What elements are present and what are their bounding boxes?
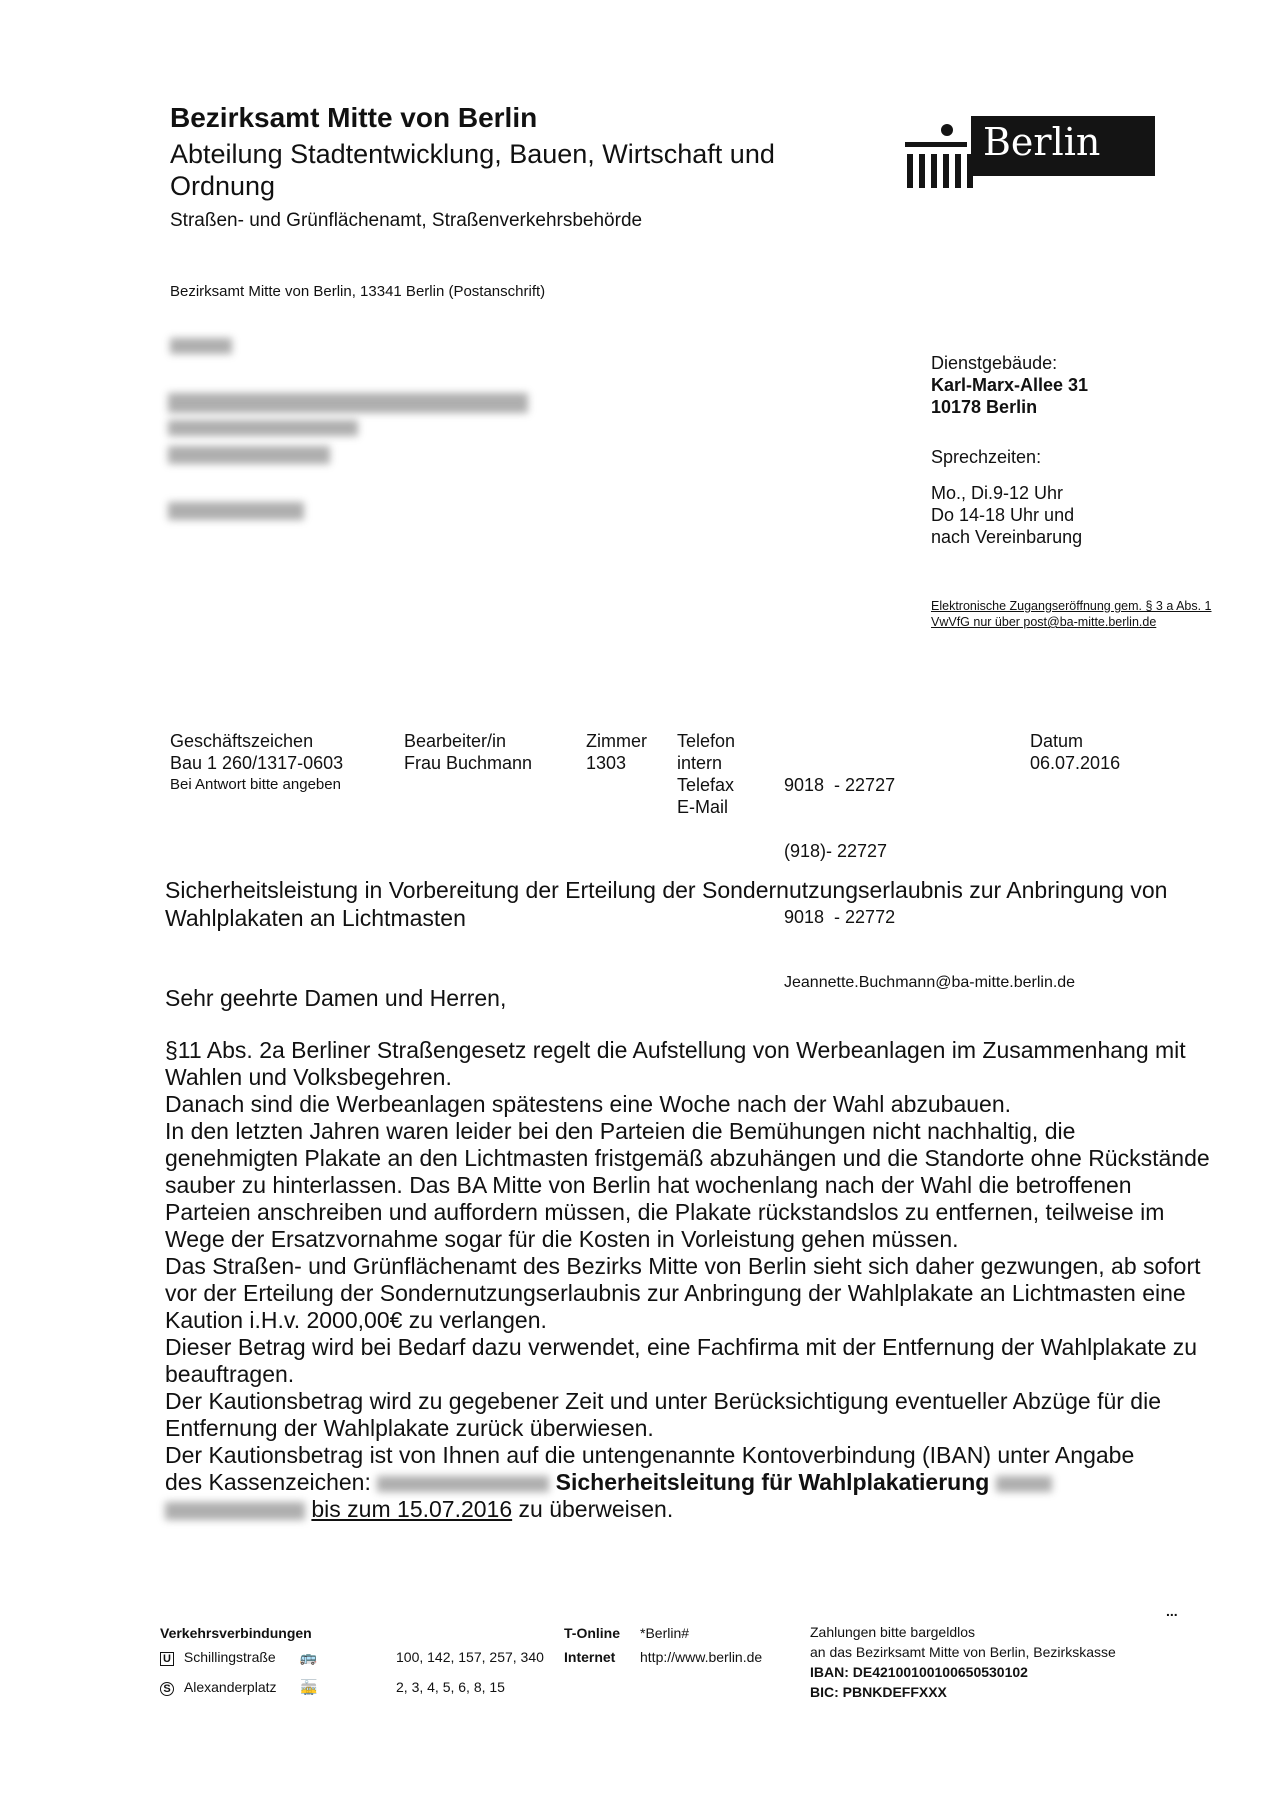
tonline-value: *Berlin# [640,1625,690,1641]
redacted-recipient [168,502,304,520]
berlin-logo [905,114,1155,196]
redacted-cash-reference [377,1476,549,1492]
redacted-party [996,1476,1052,1492]
building-street: Karl-Marx-Allee 31 [931,375,1089,395]
office-info [931,352,1088,548]
redacted-recipient [168,420,358,436]
iban: IBAN: DE42100100100650530102 [810,1664,1028,1680]
sender-line: Bezirksamt Mitte von Berlin, 13341 Berlin (Postanschrift) [170,283,546,300]
logo-text: Berlin [983,120,1101,164]
redacted-recipient [168,393,528,413]
redacted-party [165,1502,305,1520]
transport-title: Verkehrsverbindungen [160,1625,312,1641]
hours-line: Mo., Di.9-12 Uhr [931,483,1064,503]
intern-label: intern [677,753,723,773]
body-paragraph: Der Kautionsbetrag ist von Ihnen auf die untengenannte Kontoverbindung (IBAN) unter Angabe [165,1442,1135,1468]
hours-label: Sprechzeiten: [931,447,1042,467]
transit-stop: Schillingstraße [183,1649,276,1665]
hours-line: nach Vereinbarung [931,527,1083,547]
u-bahn-icon: U [160,1652,174,1666]
body-paragraph [165,1469,1210,1496]
redacted-recipient [168,446,330,464]
payment-note: Zahlungen bitte bargeldlos [810,1624,976,1640]
org-name: Bezirksamt Mitte von Berlin [170,102,538,133]
body-paragraph [165,1496,1210,1523]
department-name: Abteilung Stadtentwicklung, Bauen, Wirtschaft und Ordnung [170,139,775,201]
body-paragraph: Dieser Betrag wird bei Bedarf dazu verwendet, eine Fachfirma mit der Entfernung der Wahlplakate zu beauftragen. [165,1334,1198,1387]
body-paragraph: Das Straßen- und Grünflächenamt des Bezirks Mitte von Berlin sieht sich daher gezwungen, ab sofort vor der Erteilung der Sondernutzungserlaubnis zur Anbringung der Wahlplakate an Lichtmasten eine Kaution i.H.v. 2000,00€ zu verlangen. [165,1253,1201,1333]
phone-label: Telefon [677,731,736,751]
tram-lines: 2, 3, 4, 5, 6, 8, 15 [396,1679,505,1695]
reference-note: Bei Antwort bitte angeben [170,776,341,793]
bic: BIC: PBNKDEFFXXX [810,1684,947,1700]
body-paragraph: Danach sind die Werbeanlagen spätestens eine Woche nach der Wahl abzubauen. [165,1091,1012,1117]
fax-label: Telefax [677,775,735,795]
bus-lines: 100, 142, 157, 257, 340 [396,1649,544,1665]
room-label: Zimmer [586,731,647,751]
tram-icon: 🚋 [300,1679,318,1695]
date-value: 06.07.2016 [1030,753,1121,773]
intern-value: (918)- 22727 [784,841,888,861]
phone-value: 9018 - 22727 [784,775,896,795]
building-label: Dienstgebäude: [931,353,1058,373]
reference-value: Bau 1 260/1317-0603 [170,753,344,773]
building-city: 10178 Berlin [931,397,1038,417]
payment-recipient: an das Bezirksamt Mitte von Berlin, Bezirkskasse [810,1644,1116,1660]
cash-reference-label: des Kassenzeichen: [165,1469,371,1495]
bus-icon: 🚌 [299,1649,318,1665]
salutation: Sehr geehrte Damen und Herren, [165,985,507,1011]
body-paragraph: Der Kautionsbetrag wird zu gegebener Zeit und unter Berücksichtigung eventueller Abzüge für die Entfernung der Wahlplakate zurück überwiesen. [165,1388,1161,1441]
s-bahn-icon: S [160,1682,174,1696]
electronic-access-notice: Elektronische Zugangseröffnung gem. § 3 a Abs. 1 VwVfG nur über post@ba-mitte.berlin.de [931,599,1212,629]
payment-purpose: Sicherheitsleitung für Wahlplakatierung [555,1469,990,1495]
email-label: E-Mail [677,797,729,817]
tonline-label: T-Online [564,1625,620,1641]
redacted-recipient [170,338,232,354]
date-label: Datum [1030,731,1084,751]
fax-value: 9018 - 22772 [784,907,896,927]
subject-line: Sicherheitsleistung in Vorbereitung der Erteilung der Sondernutzungserlaubnis zur Anbringung von Wahlplakaten an Lichtmasten [165,877,1168,931]
room-value: 1303 [586,753,627,773]
clerk-value: Frau Buchmann [404,753,533,773]
letter-body [165,1037,1210,1523]
hours-line: Do 14-18 Uhr und [931,505,1075,525]
reference-label: Geschäftszeichen [170,731,314,751]
internet-label: Internet [564,1649,616,1665]
body-paragraph: §11 Abs. 2a Berliner Straßengesetz regelt die Aufstellung von Werbeanlagen im Zusammenhang mit Wahlen und Volksbegehren. [165,1037,1186,1090]
payment-instruction: zu überweisen. [518,1496,674,1522]
body-paragraph: In den letzten Jahren waren leider bei den Parteien die Bemühungen nicht nachhaltig, die genehmigten Plakate an den Lichtmasten fristgemäß abzuhängen und die Standorte ohne Rückstände sauber zu hinterlassen. Das BA Mitte von Berlin hat wochenlang nach der Wahl die betroffenen Parteien anschreiben und auffordern müssen, die Plakate rückstandslos zu entfernen, teilweise im Wege der Ersatzvornahme sogar für die Kosten in Vorleistung gehen müssen. [165,1118,1210,1252]
transit-stop: Alexanderplatz [183,1679,277,1695]
continuation-mark: ... [1166,1603,1178,1619]
internet-link[interactable]: http://www.berlin.de [640,1649,763,1665]
office-name: Straßen- und Grünflächenamt, Straßenverkehrsbehörde [170,210,643,231]
clerk-label: Bearbeiter/in [404,731,507,751]
payment-deadline: bis zum 15.07.2016 [311,1496,513,1522]
email-value: Jeannette.Buchmann@ba-mitte.berlin.de [784,974,1076,991]
